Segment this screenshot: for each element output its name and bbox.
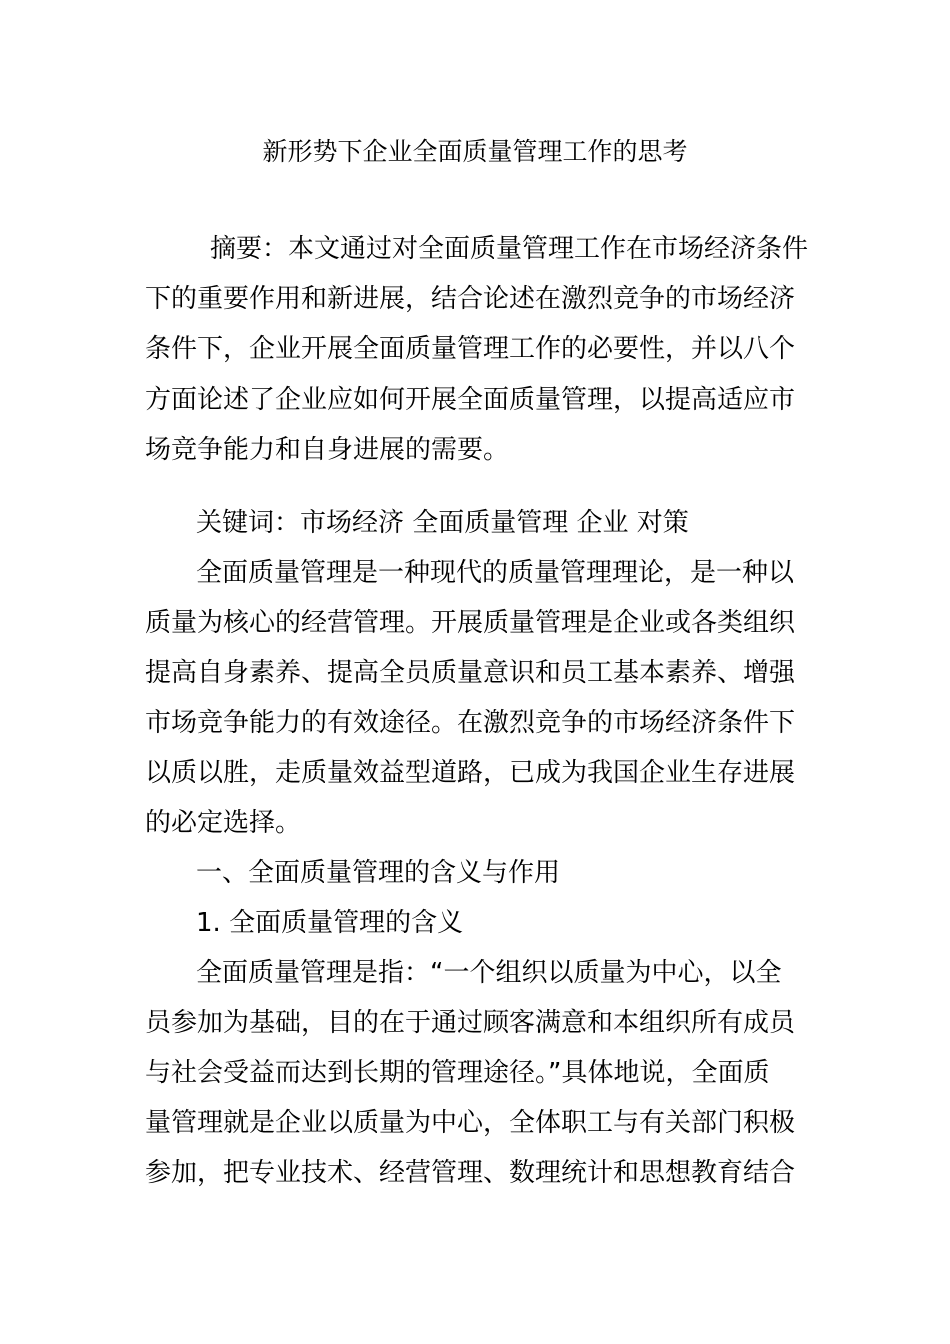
definition-line: 全面质量管理是指：“一个组织以质量为中心，以全 bbox=[196, 958, 782, 988]
abstract-line: 条件下，企业开展全面质量管理工作的必要性，并以八个 bbox=[145, 334, 796, 364]
abstract-line: 下的重要作用和新进展，结合论述在激烈竞争的市场经济 bbox=[145, 284, 796, 314]
intro-line: 的必定选择。 bbox=[145, 808, 302, 838]
intro-line: 全面质量管理是一种现代的质量管理理论，是一种以 bbox=[196, 558, 795, 588]
document-title: 新形势下企业全面质量管理工作的思考 bbox=[262, 137, 688, 166]
intro-line: 以质以胜，走质量效益型道路，已成为我国企业生存进展 bbox=[145, 758, 796, 788]
subsection-heading: 1. 全面质量管理的含义 bbox=[196, 908, 464, 938]
intro-line: 质量为核心的经营管理。开展质量管理是企业或各类组织 bbox=[145, 608, 796, 638]
abstract-line: 摘要：本文通过对全面质量管理工作在市场经济条件 bbox=[210, 234, 809, 264]
section-heading: 一、全面质量管理的含义与作用 bbox=[196, 858, 561, 888]
keywords-line: 关键词：市场经济 全面质量管理 企业 对策 bbox=[196, 508, 689, 538]
definition-line: 量管理就是企业以质量为中心，全体职工与有关部门积极 bbox=[145, 1108, 796, 1138]
definition-line: 参加，把专业技术、经营管理、数理统计和思想教育结合 bbox=[145, 1158, 796, 1188]
intro-line: 提高自身素养、提高全员质量意识和员工基本素养、增强 bbox=[145, 658, 796, 688]
definition-line: 员参加为基础，目的在于通过顾客满意和本组织所有成员 bbox=[145, 1008, 796, 1038]
abstract-line: 场竞争能力和自身进展的需要。 bbox=[145, 435, 510, 465]
intro-line: 市场竞争能力的有效途径。在激烈竞争的市场经济条件下 bbox=[145, 708, 796, 738]
definition-line: 与社会受益而达到长期的管理途径。”具体地说，全面质 bbox=[145, 1058, 770, 1088]
abstract-line: 方面论述了企业应如何开展全面质量管理，以提高适应市 bbox=[145, 385, 796, 415]
